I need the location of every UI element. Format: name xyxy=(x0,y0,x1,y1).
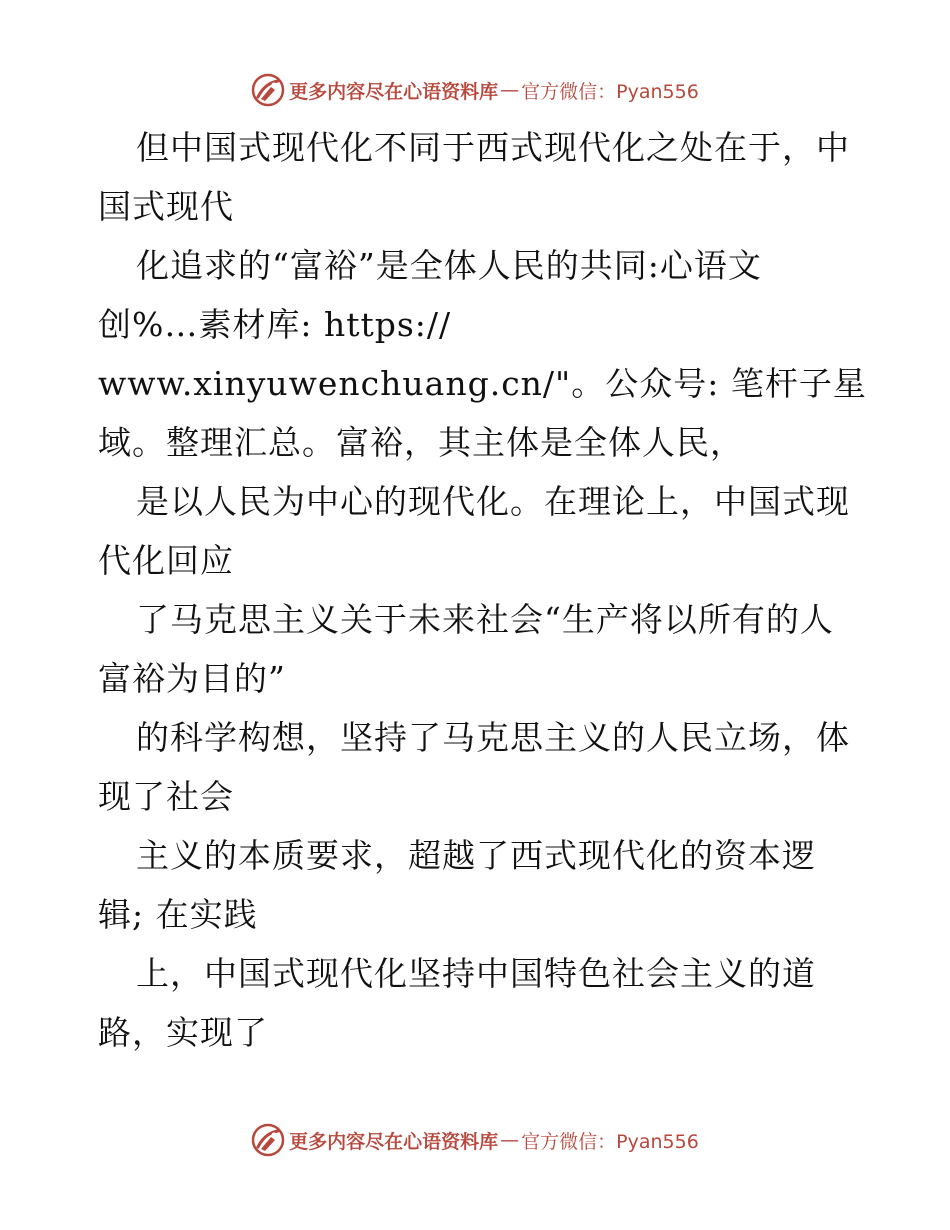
text-line: 创%…素材库: https:// xyxy=(98,305,452,344)
text-line: 国式现代 xyxy=(98,187,234,226)
text-line: 域。整理汇总。富裕，其主体是全体人民， xyxy=(98,423,744,462)
text-line: 但中国式现代化不同于西式现代化之处在于，中 xyxy=(136,128,850,167)
header-banner xyxy=(0,70,950,110)
footer-banner xyxy=(0,1120,950,1160)
text-line: 富裕为目的” xyxy=(98,659,286,698)
text-line: 辑; 在实践 xyxy=(98,895,258,934)
text-line: 是以人民为中心的现代化。在理论上，中国式现 xyxy=(136,482,850,521)
text-line: 的科学构想，坚持了马克思主义的人民立场，体 xyxy=(136,718,850,757)
text-line: 了马克思主义关于未来社会“生产将以所有的人 xyxy=(136,600,834,639)
header-separator: — xyxy=(500,79,520,101)
header-brand-text: 更多内容尽在心语资料库 xyxy=(289,80,499,103)
pen-logo-icon xyxy=(251,1123,285,1157)
footer-separator: — xyxy=(500,1129,520,1151)
text-line: 代化回应 xyxy=(98,541,234,580)
text-line: www.xinyuwenchuang.cn/"。公众号: 笔杆子星 xyxy=(98,364,867,403)
header-wechat-text: 官方微信：Pyan556 xyxy=(521,80,699,103)
footer-brand-text: 更多内容尽在心语资料库 xyxy=(289,1130,499,1153)
text-line: 路，实现了 xyxy=(98,1013,268,1052)
text-line: 主义的本质要求，超越了西式现代化的资本逻 xyxy=(136,836,816,875)
text-line: 上，中国式现代化坚持中国特色社会主义的道 xyxy=(136,954,816,993)
pen-logo-icon xyxy=(251,73,285,107)
text-line: 现了社会 xyxy=(98,777,234,816)
footer-wechat-text: 官方微信：Pyan556 xyxy=(521,1130,699,1153)
text-line: 化追求的“富裕”是全体人民的共同:心语文 xyxy=(136,246,762,285)
document-body xyxy=(98,118,898,1062)
